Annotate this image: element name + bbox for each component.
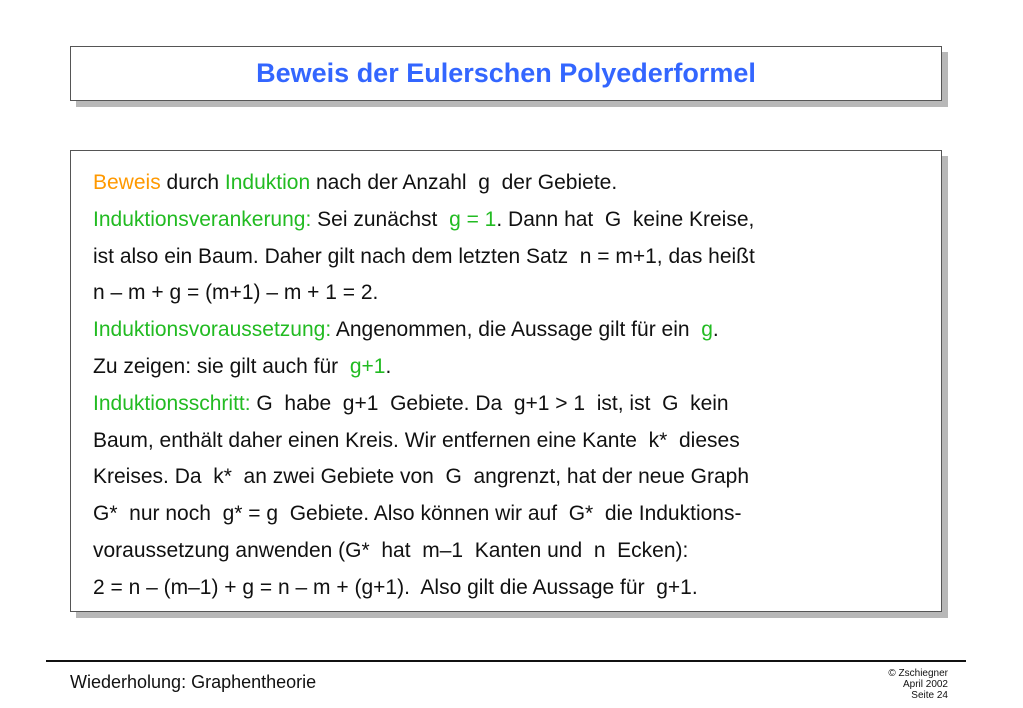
text-segment: Induktionsverankerung: — [93, 207, 312, 231]
footer-date: April 2002 — [902, 679, 948, 690]
proof-text — [93, 165, 941, 607]
text-segment: durch — [160, 171, 225, 194]
proof-line — [93, 239, 941, 276]
slide-title-box — [70, 46, 942, 101]
proof-line — [93, 312, 941, 349]
content-box — [70, 150, 942, 612]
text-segment: . — [712, 318, 719, 342]
proof-line — [93, 570, 941, 607]
text-segment: g = 1 — [449, 207, 497, 231]
text-segment: G* nur noch g* = g Gebiete. Also können wir auf G* die Induktions- — [93, 502, 742, 526]
proof-line — [93, 533, 941, 570]
proof-line — [93, 459, 941, 496]
proof-line — [93, 496, 941, 533]
text-segment: g+1 — [349, 354, 386, 378]
text-segment: n – m + g = (m+1) – m + 1 = 2. — [93, 281, 379, 305]
slide-title: Beweis der Eulerschen Polyederformel — [256, 58, 756, 88]
text-segment: voraussetzung anwenden (G* hat m–1 Kanten und n Ecken): — [93, 538, 689, 562]
footer-topic: Wiederholung: Graphentheorie — [70, 672, 317, 692]
text-segment: Baum, enthält daher einen Kreis. Wir entfernen eine Kante k* dieses — [93, 428, 740, 452]
text-segment: G habe g+1 Gebiete. Da g+1 > 1 ist, ist G kein — [250, 391, 729, 415]
proof-line — [93, 275, 941, 312]
text-segment: ist also ein Baum. Daher gilt nach dem letzten Satz n = m+1, das heißt — [93, 244, 755, 268]
text-segment: . Dann hat G keine Kreise, — [496, 207, 755, 231]
footer-page-number: Seite 24 — [911, 690, 948, 701]
footer-meta — [888, 668, 948, 701]
text-segment: Beweis — [93, 171, 161, 194]
proof-line — [93, 423, 941, 460]
proof-line — [93, 349, 941, 386]
text-segment: nach der Anzahl g der Gebiete. — [310, 171, 618, 194]
proof-line — [93, 202, 941, 239]
text-segment: Zu zeigen: sie gilt auch für — [93, 354, 350, 378]
text-segment: Induktionsvoraussetzung: — [93, 318, 332, 342]
text-segment: g — [701, 318, 713, 342]
text-segment: Sei zunächst — [311, 207, 450, 231]
proof-line — [93, 165, 941, 202]
footer-copyright: © Zschiegner — [888, 668, 948, 679]
text-segment: Induktionsschritt: — [93, 391, 251, 415]
text-segment: Induktion — [224, 171, 311, 194]
text-segment: . — [385, 354, 392, 378]
text-segment: Kreises. Da k* an zwei Gebiete von G angrenzt, hat der neue Graph — [93, 465, 750, 489]
text-segment: Angenommen, die Aussage gilt für ein — [331, 318, 702, 342]
text-segment: 2 = n – (m–1) + g = n – m + (g+1). Also gilt die Aussage für g+1. — [93, 575, 698, 599]
footer-divider — [46, 660, 966, 662]
proof-line — [93, 386, 941, 423]
